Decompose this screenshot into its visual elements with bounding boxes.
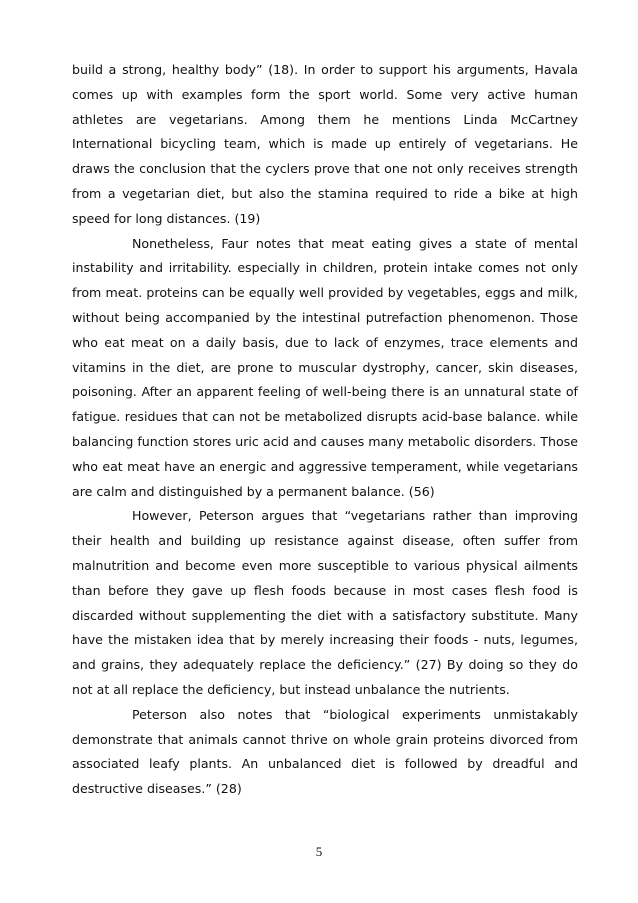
page-number: 5 — [315, 844, 323, 859]
paragraph-4: Peterson also notes that “biological experiments unmistakably demonstrate that animals cannot thrive on whole grain proteins divorced from associated leafy plants. An unbalanced diet is followed by dreadful and destructive diseases.” (28) — [72, 706, 578, 797]
body-text — [72, 58, 578, 802]
paragraph-2: Nonetheless, Faur notes that meat eating gives a state of mental instability and irritability. especially in children, protein intake comes not only from meat. proteins can be equally well provided by vegetables, eggs and milk, without being accompanied by the intestinal putrefaction phenomenon. Those who eat meat on a daily basis, due to lack of enzymes, trace elements and vitamins in the diet, are prone to muscular dystrophy, cancer, skin diseases, poisoning. After an apparent feeling of well-being there is an unnatural state of fatigue. residues that can not be metabolized disrupts acid-base balance. while balancing function stores uric acid and causes many metabolic disorders. Those who eat meat have an energic and aggressive temperament, while vegetarians are calm and distinguished by a permanent balance. (56) — [72, 235, 578, 499]
paragraph-1: build a strong, healthy body” (18). In order to support his arguments, Havala comes up with examples form the sport world. Some very active human athletes are vegetarians. Among them he mentions Linda McCartney International bicycling team, which is made up entirely of vegetarians. He draws the conclusion that the cyclers prove that one not only receives strength from a vegetarian diet, but also the stamina required to ride a bike at high speed for long distances. (19) — [72, 62, 578, 226]
paragraph-3: However, Peterson argues that “vegetarians rather than improving their health and building up resistance against disease, often suffer from malnutrition and become even more susceptible to various physical ailments than before they gave up flesh foods because in most cases flesh food is discarded without supplementing the diet with a satisfactory substitute. Many have the mistaken idea that by merely increasing their foods - nuts, legumes, and grains, they adequately replace the deficiency.” (27) By doing so they do not at all replace the deficiency, but instead unbalance the nutrients. — [72, 508, 578, 697]
